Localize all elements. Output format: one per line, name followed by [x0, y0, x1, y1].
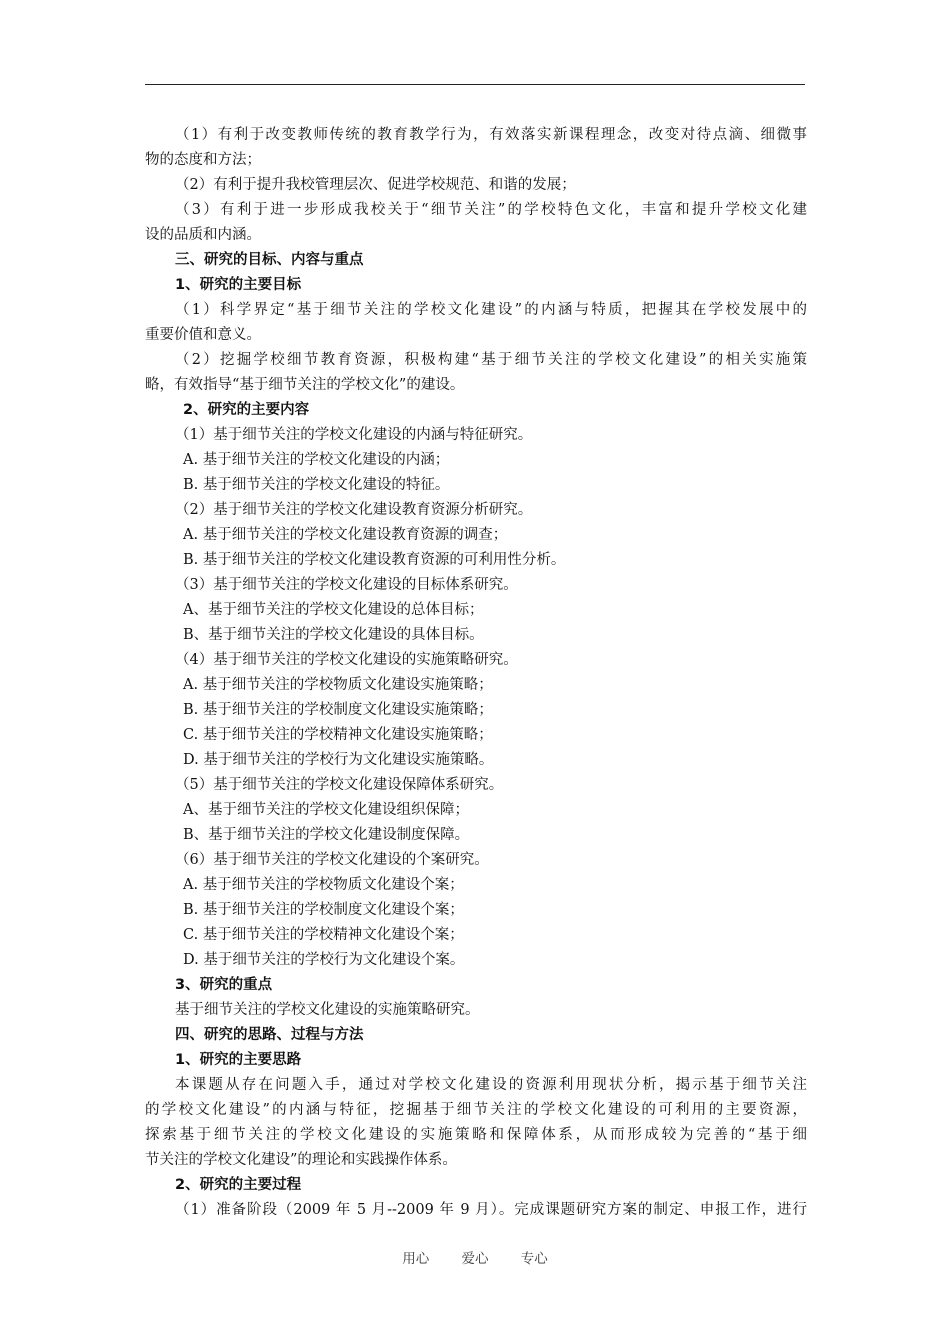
paragraph-line: B. 基于细节关注的学校文化建设教育资源的可利用性分析。: [183, 552, 566, 568]
paragraph-line: B. 基于细节关注的学校制度文化建设实施策略；: [183, 702, 493, 718]
paragraph-line: （1）科学界定“基于细节关注的学校文化建设”的内涵与特质，把握其在学校发展中的: [175, 302, 807, 318]
paragraph-line: D. 基于细节关注的学校行为文化建设实施策略。: [183, 752, 494, 768]
paragraph-line: （2）挖掘学校细节教育资源，积极构建“基于细节关注的学校文化建设”的相关实施策: [175, 352, 807, 368]
paragraph-line: （5）基于细节关注的学校文化建设保障体系研究。: [175, 777, 504, 793]
section-heading: 3、研究的重点: [175, 977, 273, 993]
paragraph-line: （3）基于细节关注的学校文化建设的目标体系研究。: [175, 577, 518, 593]
footer-word: 爱心: [461, 1251, 489, 1267]
section-heading: 四、研究的思路、过程与方法: [175, 1027, 364, 1043]
header-rule: [145, 84, 805, 85]
paragraph-line: A. 基于细节关注的学校文化建设的内涵；: [183, 452, 450, 468]
page-footer: [0, 1247, 950, 1267]
paragraph-line: 探索基于细节关注的学校文化建设的实施策略和保障体系，从而形成较为完善的“基于细: [145, 1127, 807, 1143]
paragraph-line: 略，有效指导“基于细节关注的学校文化”的建设。: [145, 377, 465, 393]
paragraph-line: （1）有利于改变教师传统的教育教学行为，有效落实新课程理念，改变对待点滴、细微事: [175, 127, 807, 143]
paragraph-line: （2）基于细节关注的学校文化建设教育资源分析研究。: [175, 502, 533, 518]
paragraph-line: 节关注的学校文化建设”的理论和实践操作体系。: [145, 1152, 457, 1168]
paragraph-line: A、基于细节关注的学校文化建设组织保障；: [183, 802, 469, 818]
section-heading: 2、研究的主要过程: [175, 1177, 302, 1193]
section-heading: 1、研究的主要目标: [175, 277, 302, 293]
paragraph-line: 设的品质和内涵。: [145, 227, 261, 243]
paragraph-line: 本课题从存在问题入手，通过对学校文化建设的资源利用现状分析，揭示基于细节关注: [175, 1077, 807, 1093]
paragraph-line: B、基于细节关注的学校文化建设的具体目标。: [183, 627, 484, 643]
paragraph-line: （3）有利于进一步形成我校关于“细节关注”的学校特色文化，丰富和提升学校文化建: [175, 202, 807, 218]
paragraph-line: （4）基于细节关注的学校文化建设的实施策略研究。: [175, 652, 518, 668]
section-heading: 2、研究的主要内容: [183, 402, 310, 418]
footer-word: 专心: [520, 1251, 548, 1267]
paragraph-line: 重要价值和意义。: [145, 327, 261, 343]
section-heading: 三、研究的目标、内容与重点: [175, 252, 364, 268]
paragraph-line: A、基于细节关注的学校文化建设的总体目标；: [183, 602, 484, 618]
paragraph-line: 基于细节关注的学校文化建设的实施策略研究。: [175, 1002, 480, 1018]
paragraph-line: A. 基于细节关注的学校物质文化建设实施策略；: [183, 677, 493, 693]
paragraph-line: B. 基于细节关注的学校制度文化建设个案；: [183, 902, 464, 918]
paragraph-line: 物的态度和方法；: [145, 152, 261, 168]
paragraph-line: A. 基于细节关注的学校文化建设教育资源的调查；: [183, 527, 508, 543]
paragraph-line: （1）基于细节关注的学校文化建设的内涵与特征研究。: [175, 427, 533, 443]
paragraph-line: D. 基于细节关注的学校行为文化建设个案。: [183, 952, 465, 968]
paragraph-line: C. 基于细节关注的学校精神文化建设个案；: [183, 927, 464, 943]
paragraph-line: C. 基于细节关注的学校精神文化建设实施策略；: [183, 727, 493, 743]
paragraph-line: B、基于细节关注的学校文化建设制度保障。: [183, 827, 470, 843]
paragraph-line: A. 基于细节关注的学校物质文化建设个案；: [183, 877, 464, 893]
footer-word: 用心: [402, 1251, 430, 1267]
paragraph-line: B. 基于细节关注的学校文化建设的特征。: [183, 477, 450, 493]
paragraph-line: 的学校文化建设”的内涵与特征，挖掘基于细节关注的学校文化建设的可利用的主要资源，: [145, 1102, 807, 1118]
paragraph-line: （6）基于细节关注的学校文化建设的个案研究。: [175, 852, 489, 868]
section-heading: 1、研究的主要思路: [175, 1052, 302, 1068]
paragraph-line: （1）准备阶段（2009 年 5 月--2009 年 9 月）。完成课题研究方案的制定、申报工作，进行: [175, 1202, 807, 1218]
paragraph-line: （2）有利于提升我校管理层次、促进学校规范、和谐的发展；: [175, 177, 576, 193]
